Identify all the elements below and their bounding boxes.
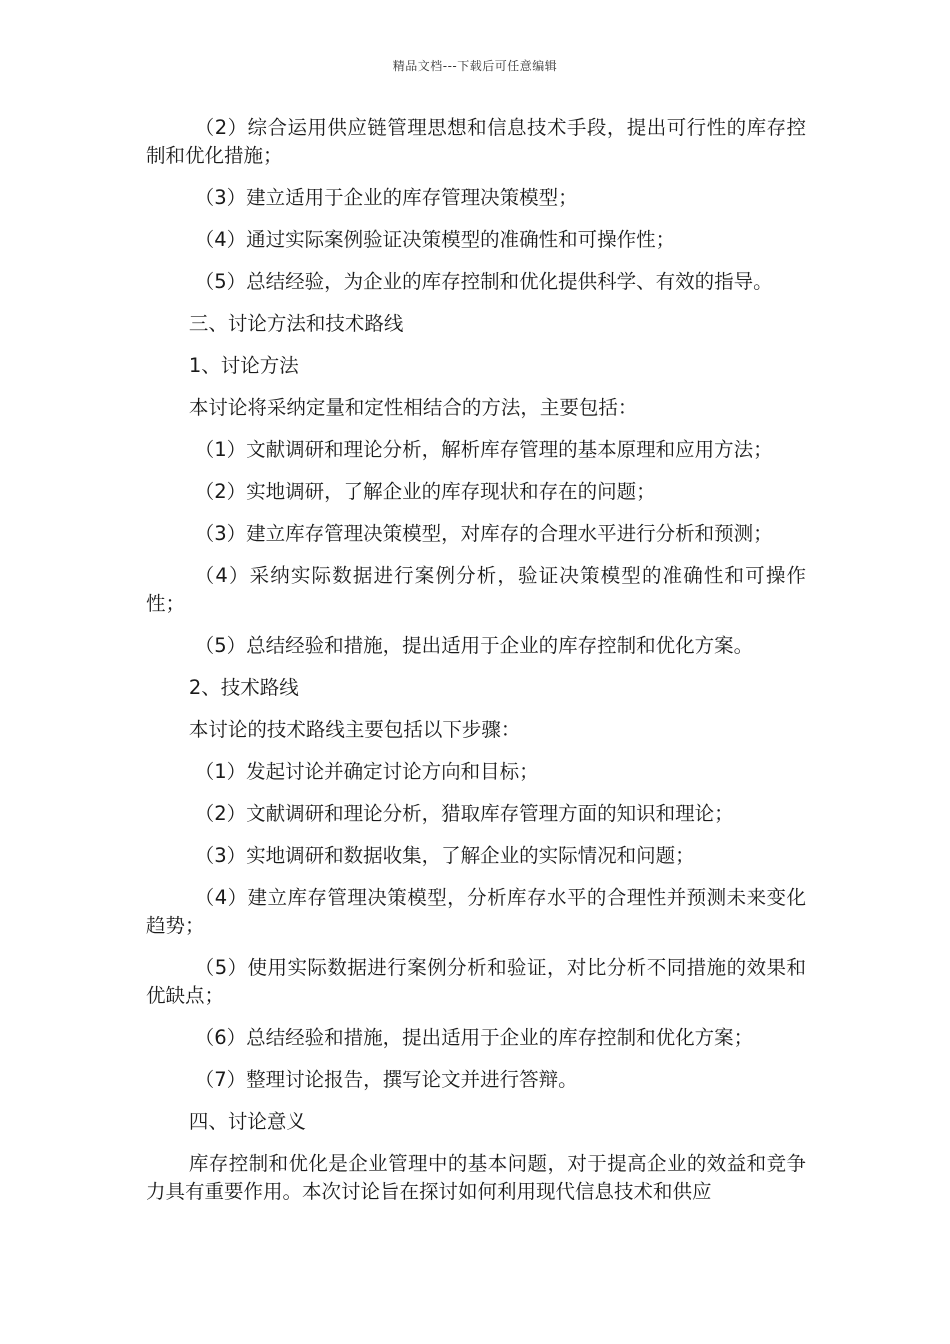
route-step-2: （2）文献调研和理论分析，猎取库存管理方面的知识和理论； <box>194 802 734 825</box>
route-step-1: （1）发起讨论并确定讨论方向和目标； <box>194 760 539 783</box>
route-step-3: （3）实地调研和数据收集，了解企业的实际情况和问题； <box>194 844 695 867</box>
method-intro: 本讨论将采纳定量和定性相结合的方法，主要包括： <box>188 396 638 419</box>
route-step-6: （6）总结经验和措施，提出适用于企业的库存控制和优化方案； <box>194 1026 754 1049</box>
route-step-5: （5）使用实际数据进行案例分析和验证，对比分析不同措施的效果和优缺点； <box>146 956 806 1007</box>
route-step-7: （7）整理讨论报告，撰写论文并进行答辩。 <box>194 1068 578 1091</box>
objective-item-5: （5）总结经验，为企业的库存控制和优化提供科学、有效的指导。 <box>194 270 773 293</box>
subsection-heading-method: 1、讨论方法 <box>188 354 299 377</box>
route-intro: 本讨论的技术路线主要包括以下步骤： <box>188 718 521 741</box>
significance-paragraph: 库存控制和优化是企业管理中的基本问题，对于提高企业的效益和竞争力具有重要作用。本次讨论旨在探讨如何利用现代信息技术和供应 <box>146 1152 806 1203</box>
method-item-1: （1）文献调研和理论分析，解析库存管理的基本原理和应用方法； <box>194 438 773 461</box>
page-header: 精品文档---下载后可任意编辑 <box>392 59 558 73</box>
method-item-4: （4）采纳实际数据进行案例分析，验证决策模型的准确性和可操作性； <box>146 564 806 615</box>
subsection-heading-route: 2、技术路线 <box>188 676 299 699</box>
method-item-2: （2）实地调研，了解企业的库存现状和存在的问题； <box>194 480 656 503</box>
objective-item-2: （2）综合运用供应链管理思想和信息技术手段，提出可行性的库存控制和优化措施； <box>146 116 806 167</box>
document-body <box>146 114 806 1220</box>
method-item-5: （5）总结经验和措施，提出适用于企业的库存控制和优化方案。 <box>194 634 754 657</box>
objective-item-4: （4）通过实际案例验证决策模型的准确性和可操作性； <box>194 228 676 251</box>
route-step-4: （4）建立库存管理决策模型，分析库存水平的合理性并预测未来变化趋势； <box>146 886 806 937</box>
section-heading-3: 三、讨论方法和技术路线 <box>188 312 404 335</box>
objective-item-3: （3）建立适用于企业的库存管理决策模型； <box>194 186 578 209</box>
method-item-3: （3）建立库存管理决策模型，对库存的合理水平进行分析和预测； <box>194 522 773 545</box>
section-heading-4: 四、讨论意义 <box>188 1110 306 1133</box>
